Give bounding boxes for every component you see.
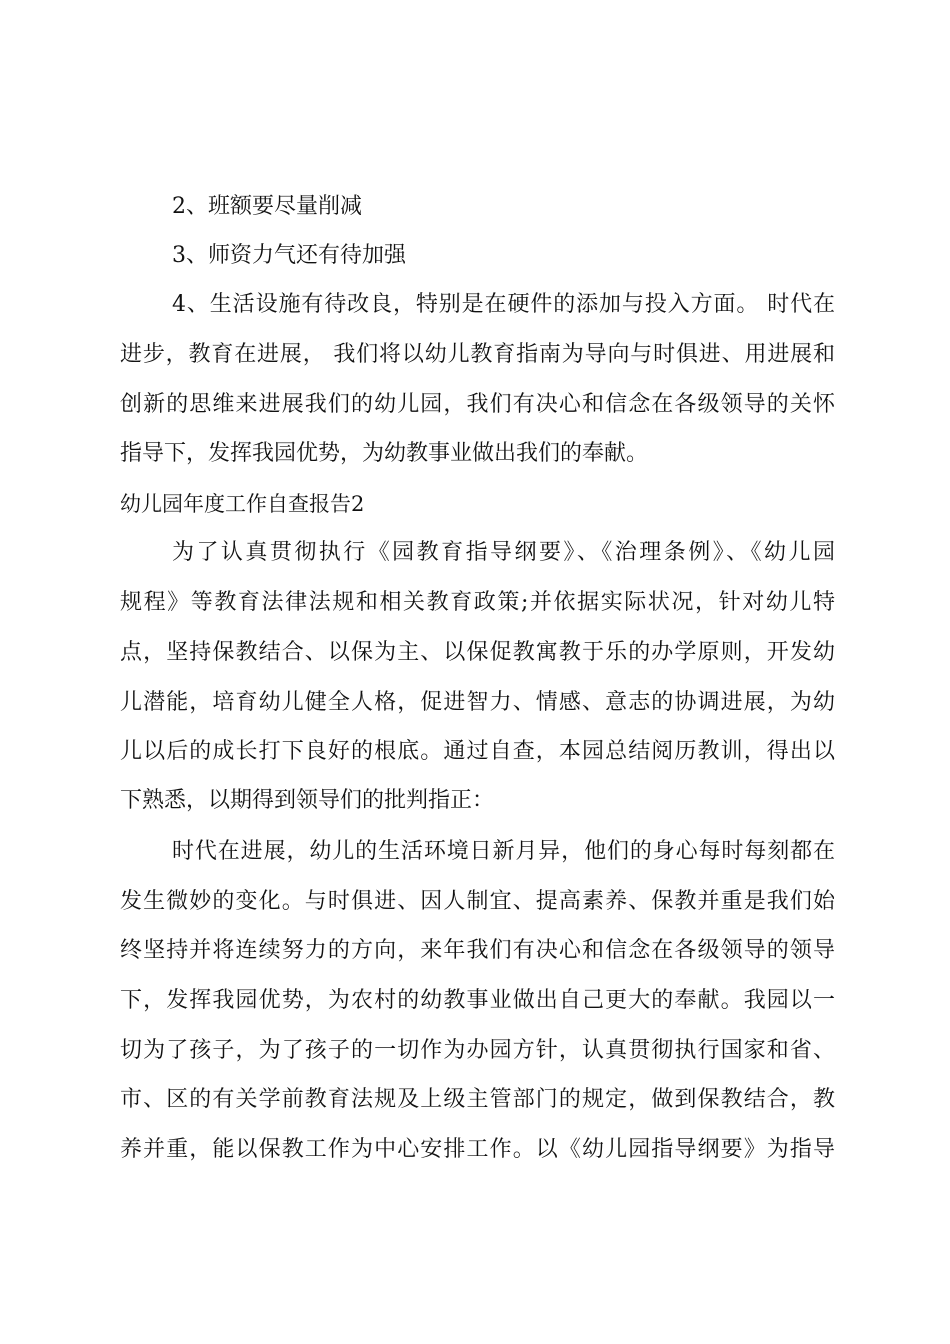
- paragraph1-line-2: 进步，教育在进展， 我们将以幼儿教育指南为导向与时俱进、用进展和: [120, 342, 835, 367]
- list-item-2: 2、班额要尽量削减: [172, 194, 362, 219]
- paragraph3-line-7: 养并重，能以保教工作为中心安排工作。以《幼儿园指导纲要》为指导: [120, 1137, 835, 1162]
- paragraph3-line-2: 发生微妙的变化。与时俱进、因人制宜、提高素养、保教并重是我们始: [120, 889, 835, 914]
- paragraph2-line-2: 规程》等教育法律法规和相关教育政策;并依据实际状况，针对幼儿特: [120, 590, 835, 615]
- paragraph2-line-3: 点，坚持保教结合、以保为主、以保促教寓教于乐的办学原则，开发幼: [120, 640, 835, 665]
- paragraph1-line-1: 4、生活设施有待改良，特别是在硬件的添加与投入方面。 时代在: [172, 292, 835, 317]
- paragraph3-line-3: 终坚持并将连续努力的方向，来年我们有决心和信念在各级领导的领导: [120, 938, 835, 963]
- section-title: 幼儿园年度工作自查报告2: [120, 492, 365, 516]
- paragraph2-line-5: 儿以后的成长打下良好的根底。通过自查，本园总结阅历教训，得出以: [120, 739, 835, 764]
- list-item-3: 3、师资力气还有待加强: [172, 243, 406, 268]
- paragraph3-line-4: 下，发挥我园优势，为农村的幼教事业做出自己更大的奉献。我园以一: [120, 988, 835, 1013]
- paragraph3-line-6: 市、区的有关学前教育法规及上级主管部门的规定，做到保教结合，教: [120, 1087, 835, 1112]
- paragraph1-line-4: 指导下，发挥我园优势，为幼教事业做出我们的奉献。: [120, 441, 649, 466]
- paragraph3-line-1: 时代在进展，幼儿的生活环境日新月异，他们的身心每时每刻都在: [172, 839, 835, 864]
- paragraph2-line-6: 下熟悉，以期得到领导们的批判指正：: [120, 788, 495, 813]
- paragraph2-line-4: 儿潜能，培育幼儿健全人格，促进智力、情感、意志的协调进展，为幼: [120, 690, 835, 715]
- paragraph3-line-5: 切为了孩子，为了孩子的一切作为办园方针，认真贯彻执行国家和省、: [120, 1038, 835, 1063]
- paragraph2-line-1: 为了认真贯彻执行《园教育指导纲要》、《治理条例》、《幼儿园: [172, 540, 835, 565]
- paragraph1-line-3: 创新的思维来进展我们的幼儿园，我们有决心和信念在各级领导的关怀: [120, 392, 835, 417]
